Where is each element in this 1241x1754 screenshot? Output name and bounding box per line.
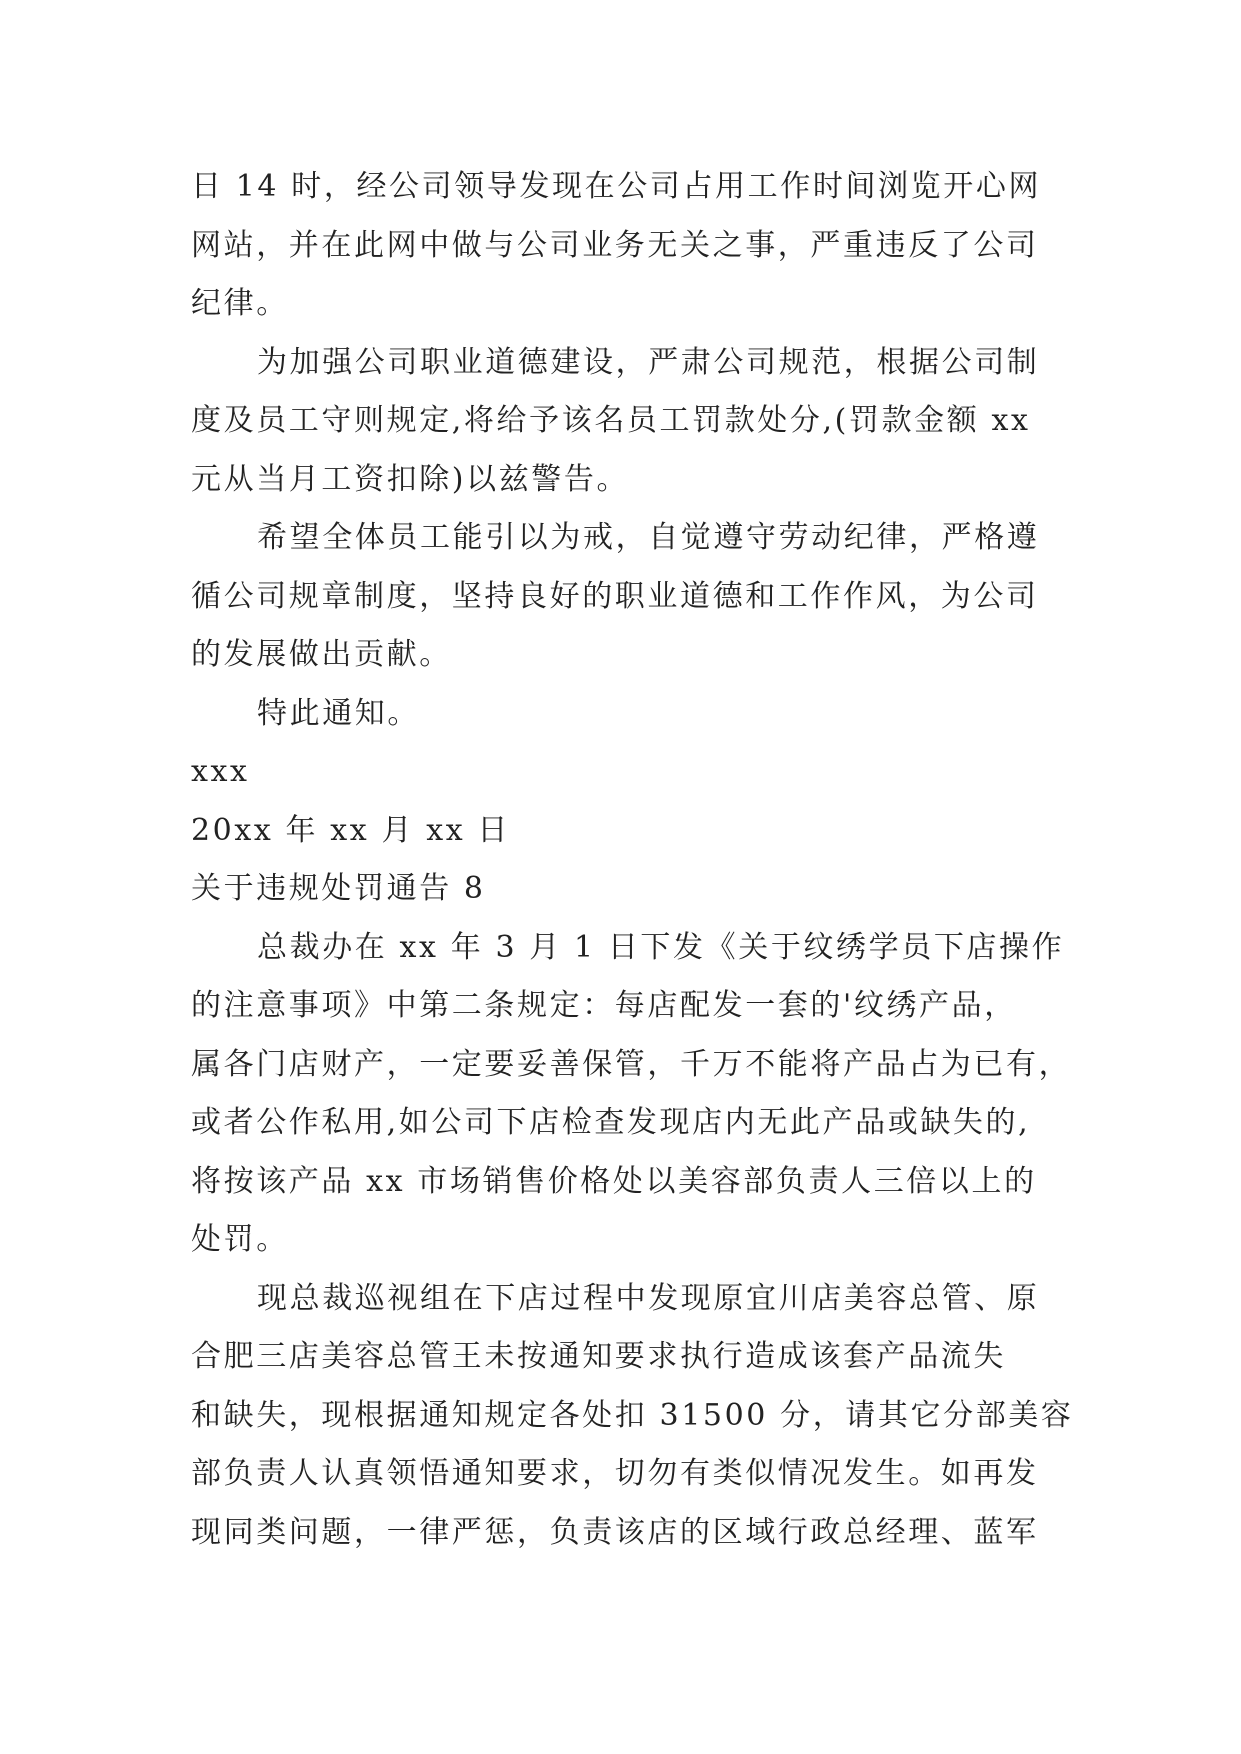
text-line: 将按该产品 xx 市场销售价格处以美容部负责人三倍以上的 [191,1163,1037,1199]
text-line: 或者公作私用,如公司下店检查发现店内无此产品或缺失的, [191,1105,1031,1140]
closing-notice: 特此通知。 [257,695,420,731]
text-line: 处罚。 [191,1222,289,1257]
signature-date: 20xx 年 xx 月 xx 日 [191,812,510,848]
text-line: 的注意事项》中第二条规定：每店配发一套的'纹绣产品， [191,988,1017,1023]
text-line: 纪律。 [191,286,289,321]
text-line: 现同类问题，一律严惩，负责该店的区域行政总经理、蓝军 [191,1514,1039,1550]
paragraph-first-line: 希望全体员工能引以为戒，自觉遵守劳动纪律，严格遵 [257,520,1040,555]
text-line: 部负责人认真领悟通知要求，切勿有类似情况发生。如再发 [191,1456,1039,1491]
text-line: 日 14 时，经公司领导发现在公司占用工作时间浏览开心网 [191,169,1042,204]
paragraph-first-line: 为加强公司职业道德建设，严肃公司规范，根据公司制 [257,344,1040,380]
section-title: 关于违规处罚通告 8 [191,871,486,906]
text-line: 属各门店财产，一定要妥善保管，千万不能将产品占为已有， [191,1046,1072,1082]
text-line: 和缺失，现根据通知规定各处扣 31500 分，请其它分部美容 [191,1397,1074,1433]
paragraph-first-line: 总裁办在 xx 年 3 月 1 日下发《关于纹绣学员下店操作 [257,929,1065,965]
signature-name: xxx [191,754,250,789]
text-line: 合肥三店美容总管王未按通知要求执行造成该套产品流失 [191,1339,1006,1374]
text-line: 循公司规章制度，坚持良好的职业道德和工作作风，为公司 [191,578,1039,614]
text-line: 度及员工守则规定,将给予该名员工罚款处分,(罚款金额 xx [191,403,1031,438]
paragraph-first-line: 现总裁巡视组在下店过程中发现原宜川店美容总管、原 [257,1280,1040,1316]
text-line: 元从当月工资扣除)以兹警告。 [191,461,630,497]
text-line: 的发展做出贡献。 [191,637,452,672]
text-line: 网站，并在此网中做与公司业务无关之事，严重违反了公司 [191,227,1039,263]
document-body [191,158,1074,1562]
